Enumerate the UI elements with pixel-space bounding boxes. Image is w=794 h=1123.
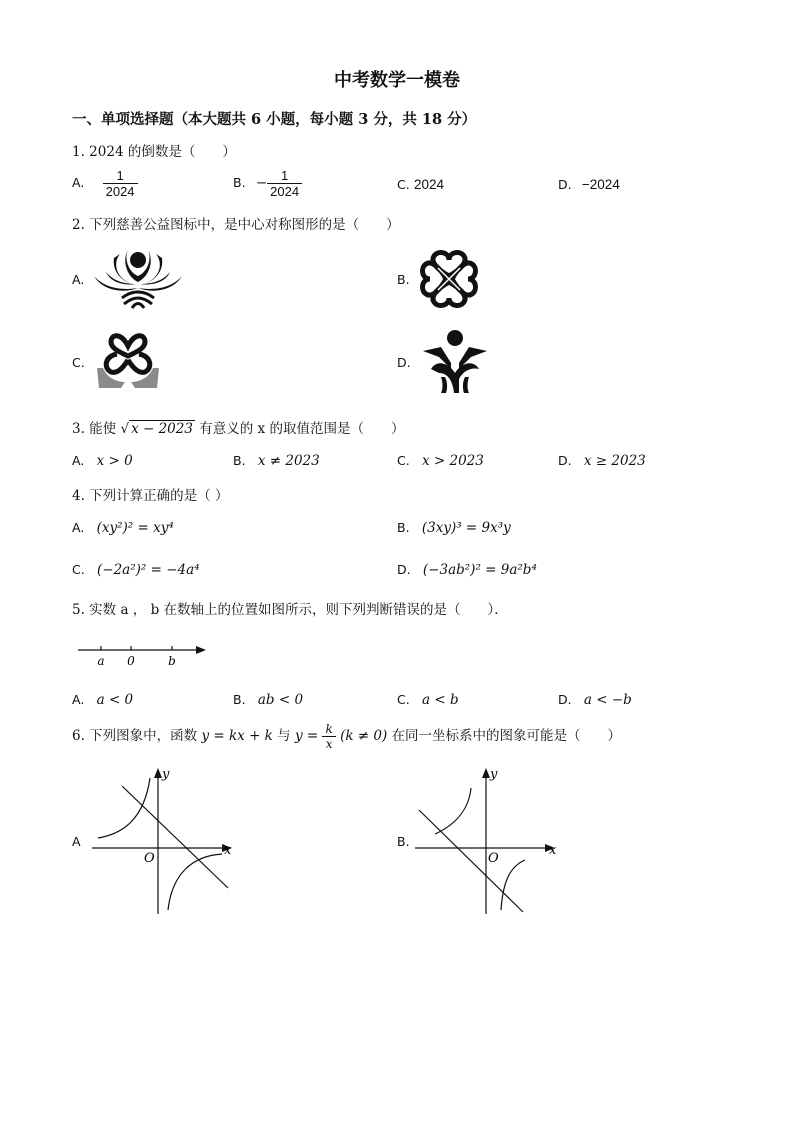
option-label: B. bbox=[233, 692, 246, 707]
option-value: x ≠ 2023 bbox=[257, 453, 320, 469]
option-label: C. bbox=[72, 562, 85, 577]
q5-option-d[interactable] bbox=[558, 692, 632, 708]
option-value: (xy²)² = xy⁴ bbox=[96, 520, 174, 536]
option-label: D. bbox=[558, 177, 572, 192]
line-graph bbox=[122, 786, 228, 888]
q5-option-c[interactable] bbox=[397, 692, 459, 708]
q3-option-c[interactable] bbox=[397, 453, 484, 469]
label-a: a bbox=[97, 654, 105, 668]
hyperbola-branch-right bbox=[168, 854, 222, 910]
option-label: A. bbox=[72, 453, 85, 468]
q1-option-b[interactable] bbox=[233, 168, 302, 199]
option-value: a < 0 bbox=[96, 692, 134, 708]
q4-option-c[interactable] bbox=[72, 562, 200, 578]
option-label: B. bbox=[233, 453, 246, 468]
inverse-function-lhs: y = bbox=[294, 728, 319, 744]
numerator: k bbox=[325, 722, 333, 736]
q2-option-c-label[interactable]: C. bbox=[72, 355, 85, 370]
q4-option-b[interactable] bbox=[397, 520, 511, 536]
option-label: B. bbox=[397, 520, 410, 535]
q4-stem: 4. 下列计算正确的是（ ） bbox=[72, 488, 229, 504]
stem-text: 6. 下列图象中，函数 bbox=[72, 728, 198, 744]
q6-option-a-graph bbox=[92, 762, 242, 920]
fraction bbox=[322, 722, 335, 751]
q5-option-a[interactable] bbox=[72, 692, 133, 708]
numerator: 1 bbox=[281, 168, 289, 183]
y-arrow-icon bbox=[154, 768, 162, 778]
minus-sign: − bbox=[255, 175, 268, 191]
stem-text: 3. 能使 bbox=[72, 421, 117, 437]
option-value: 2024 bbox=[414, 177, 445, 192]
q3-option-b[interactable] bbox=[233, 453, 320, 469]
option-label: C. bbox=[397, 692, 410, 707]
q2-option-d-label[interactable]: D. bbox=[397, 355, 411, 370]
option-value: (3xy)³ = 9x³y bbox=[421, 520, 511, 536]
linear-function: y = kx + k bbox=[201, 728, 273, 744]
option-label: D. bbox=[558, 453, 572, 468]
label-b: b bbox=[168, 654, 176, 668]
q4-option-a[interactable] bbox=[72, 520, 174, 536]
option-value: a < −b bbox=[583, 692, 632, 708]
q6-stem bbox=[72, 722, 621, 751]
arrow-head-icon bbox=[196, 646, 206, 654]
q6-option-a-label[interactable]: A bbox=[72, 834, 81, 849]
origin-label: O bbox=[488, 851, 499, 866]
tree-person-icon bbox=[421, 329, 489, 395]
option-value: ab < 0 bbox=[257, 692, 304, 708]
origin-label: O bbox=[144, 851, 155, 866]
option-value: a < b bbox=[422, 692, 459, 708]
option-label: B. bbox=[233, 175, 246, 190]
q1-stem: 1. 2024 的倒数是（ ） bbox=[72, 144, 236, 160]
fraction bbox=[267, 168, 302, 199]
q3-option-a[interactable] bbox=[72, 453, 133, 469]
denominator: 2024 bbox=[267, 183, 302, 199]
option-label: D. bbox=[397, 562, 411, 577]
option-label: D. bbox=[558, 692, 572, 707]
option-value: (−2a²)² = −4a⁴ bbox=[97, 562, 200, 578]
hands-heart-icon bbox=[95, 326, 161, 392]
page-title: 中考数学一模卷 bbox=[334, 70, 460, 91]
option-value: x ≥ 2023 bbox=[583, 453, 646, 469]
radical-sign: √ bbox=[120, 421, 130, 437]
line-graph bbox=[419, 810, 523, 912]
section-heading: 一、单项选择题（本大题共 6 小题，每小题 3 分，共 18 分） bbox=[72, 111, 477, 128]
option-label: C. bbox=[397, 177, 410, 192]
y-arrow-icon bbox=[482, 768, 490, 778]
option-label: A. bbox=[72, 175, 85, 190]
number-line-figure bbox=[74, 636, 214, 672]
hyperbola-branch-left bbox=[435, 788, 471, 834]
denominator: 2024 bbox=[103, 183, 138, 199]
square-root bbox=[120, 421, 194, 437]
denominator: x bbox=[322, 736, 335, 751]
q1-option-a[interactable] bbox=[72, 168, 138, 199]
stem-text: 在同一坐标系中的图象可能是（ ） bbox=[391, 728, 622, 744]
x-label: x bbox=[224, 843, 232, 858]
q3-option-d[interactable] bbox=[558, 453, 646, 469]
y-label: y bbox=[162, 767, 170, 782]
lotus-charity-icon bbox=[92, 246, 184, 312]
q2-option-a-label[interactable]: A. bbox=[72, 272, 85, 287]
hyperbola-branch-left bbox=[98, 778, 150, 838]
option-value: −2024 bbox=[581, 177, 620, 192]
stem-text: 有意义的 x 的取值范围是（ ） bbox=[199, 421, 405, 437]
stem-text: 与 bbox=[277, 728, 291, 744]
label-0: 0 bbox=[127, 654, 135, 668]
numerator: 1 bbox=[116, 168, 124, 183]
q4-option-d[interactable] bbox=[397, 562, 537, 578]
option-label: C. bbox=[397, 453, 410, 468]
q1-option-d[interactable] bbox=[558, 177, 620, 193]
option-label: A. bbox=[72, 692, 85, 707]
option-value: (−3ab²)² = 9a²b⁴ bbox=[422, 562, 537, 578]
q1-option-c[interactable] bbox=[397, 177, 444, 193]
fraction bbox=[103, 168, 138, 199]
y-label: y bbox=[490, 767, 498, 782]
q6-option-b-label[interactable]: B. bbox=[397, 834, 410, 849]
q5-option-b[interactable] bbox=[233, 692, 303, 708]
x-label: x bbox=[549, 843, 557, 858]
q6-option-b-graph bbox=[415, 762, 565, 920]
q5-stem: 5. 实数 a ， b 在数轴上的位置如图所示，则下列判断错误的是（ ）． bbox=[72, 602, 508, 618]
q3-stem bbox=[72, 417, 404, 437]
option-label: A. bbox=[72, 520, 85, 535]
condition: (k ≠ 0) bbox=[340, 728, 388, 744]
q2-stem: 2. 下列慈善公益图标中，是中心对称图形的是（ ） bbox=[72, 217, 400, 233]
option-value: x > 0 bbox=[96, 453, 133, 469]
four-hearts-knot-icon bbox=[418, 248, 480, 310]
q2-option-b-label[interactable]: B. bbox=[397, 272, 410, 287]
option-value: x > 2023 bbox=[422, 453, 484, 469]
radicand: x − 2023 bbox=[131, 421, 193, 437]
